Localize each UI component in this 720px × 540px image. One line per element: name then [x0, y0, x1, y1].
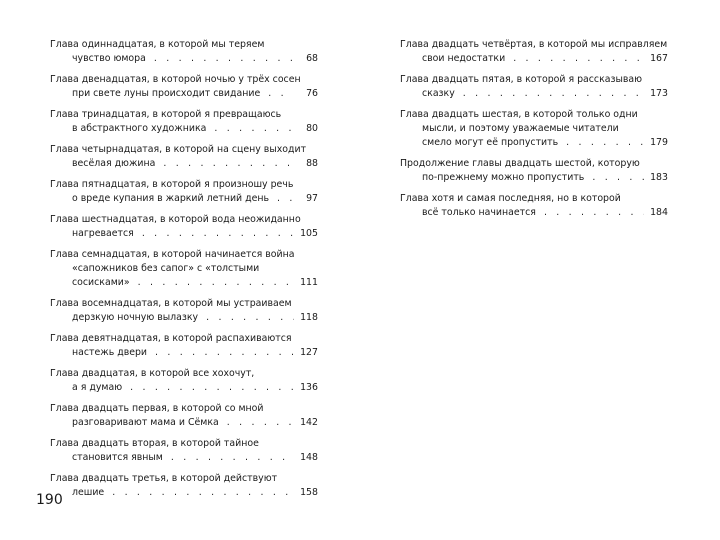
toc-page-number: 136 — [300, 382, 318, 393]
dot-leader — [566, 136, 644, 150]
toc-entry-title: Глава двадцать вторая, в которой тайное — [50, 438, 259, 449]
dot-leader — [513, 52, 644, 66]
toc-entry — [50, 472, 318, 500]
toc-entry — [50, 437, 318, 465]
toc-entry-title: Глава двадцать пятая, в которой я рассказываю — [400, 74, 643, 85]
toc-entry-title-cont: «сапожников без сапог» с «толстыми — [72, 263, 260, 274]
dot-leader — [163, 157, 294, 171]
toc-entry-title: Продолжение главы двадцать шестой, которую — [400, 158, 640, 169]
toc-page-number: 167 — [650, 53, 668, 64]
toc-entry-title-end: нагревается — [72, 228, 134, 239]
toc-entry — [400, 157, 668, 185]
dot-leader — [155, 346, 294, 360]
toc-entry — [50, 178, 318, 206]
toc-entry-title: Глава пятнадцатая, в которой я произношу речь — [50, 179, 294, 190]
toc-entry — [400, 73, 668, 101]
toc-entry-title-end: дерзкую ночную вылазку — [72, 312, 199, 323]
toc-entry-title-end: сказку — [422, 88, 455, 99]
toc-page-number: 127 — [300, 347, 318, 358]
toc-entry-title-end: настежь двери — [72, 347, 148, 358]
dot-leader — [227, 416, 294, 430]
toc-page-number: 148 — [300, 452, 318, 463]
toc-entry-title-end: смело могут её пропустить — [422, 137, 559, 148]
dot-leader — [463, 87, 644, 101]
toc-entry — [400, 38, 668, 66]
dot-leader — [138, 276, 294, 290]
toc-entry-title: Глава одиннадцатая, в которой мы теряем — [50, 39, 265, 50]
toc-entry-title-end: по-прежнему можно пропустить — [422, 172, 585, 183]
toc-entry-title-cont: мысли, и поэтому уважаемые читатели — [422, 123, 619, 134]
toc-right-column — [400, 38, 668, 227]
toc-entry-title: Глава хотя и самая последняя, но в которой — [400, 193, 621, 204]
toc-entry — [400, 108, 668, 150]
toc-entry-title-end: при свете луны происходит свидание — [72, 88, 261, 99]
toc-entry-title: Глава двадцать четвёртая, в которой мы исправляем — [400, 39, 668, 50]
toc-page-number: 118 — [300, 312, 318, 323]
dot-leader — [544, 206, 644, 220]
toc-page-number: 111 — [300, 277, 318, 288]
toc-entry-title-end: лешие — [72, 487, 105, 498]
toc-entry-title-end: становится явным — [72, 452, 163, 463]
toc-entry — [50, 38, 318, 66]
toc-page-number: 105 — [300, 228, 318, 239]
toc-page-number: 142 — [300, 417, 318, 428]
toc-entry — [50, 367, 318, 395]
toc-entry — [50, 402, 318, 430]
toc-entry-title: Глава восемнадцатая, в которой мы устраиваем — [50, 298, 292, 309]
toc-page-number: 158 — [300, 487, 318, 498]
dot-leader — [154, 52, 294, 66]
toc-entry-title: Глава двенадцатая, в которой ночью у трёх сосен — [50, 74, 301, 85]
toc-entry-title: Глава шестнадцатая, в которой вода неожиданно — [50, 214, 301, 225]
toc-page-number: 184 — [650, 207, 668, 218]
toc-entry-title-end: свои недостатки — [422, 53, 506, 64]
toc-entry — [50, 143, 318, 171]
dot-leader — [592, 171, 644, 185]
toc-entry-title: Глава двадцать третья, в которой действуют — [50, 473, 278, 484]
dot-leader — [206, 311, 294, 325]
toc-entry-title-end: всё только начинается — [422, 207, 536, 218]
toc-entry — [50, 73, 318, 101]
toc-entry — [400, 192, 668, 220]
toc-page-number: 80 — [306, 123, 318, 134]
toc-entry-title-end: в абстрактного художника — [72, 123, 207, 134]
toc-page-number: 179 — [650, 137, 668, 148]
toc-entry-title-end: о вреде купания в жаркий летний день — [72, 193, 270, 204]
toc-entry-title-end: а я думаю — [72, 382, 123, 393]
dot-leader — [214, 122, 294, 136]
toc-left-column — [50, 38, 318, 507]
toc-entry — [50, 213, 318, 241]
dot-leader — [171, 451, 294, 465]
toc-entry — [50, 248, 318, 290]
toc-entry — [50, 297, 318, 325]
dot-leader — [130, 381, 294, 395]
toc-entry-title: Глава тринадцатая, в которой я превращаюсь — [50, 109, 282, 120]
toc-entry-title: Глава четырнадцатая, в которой на сцену выходит — [50, 144, 307, 155]
toc-entry-title-end: весёлая дюжина — [72, 158, 156, 169]
toc-entry-title: Глава двадцать шестая, в которой только одни — [400, 109, 638, 120]
toc-entry-title: Глава двадцать первая, в которой со мной — [50, 403, 264, 414]
toc-entry-title: Глава двадцатая, в которой все хохочут, — [50, 368, 255, 379]
toc-page-number: 76 — [306, 88, 318, 99]
toc-entry — [50, 108, 318, 136]
dot-leader — [277, 192, 294, 206]
page-number: 190 — [36, 492, 63, 508]
toc-entry-title: Глава семнадцатая, в которой начинается война — [50, 249, 295, 260]
toc-page-number: 97 — [306, 193, 318, 204]
toc-page-number: 183 — [650, 172, 668, 183]
dot-leader — [142, 227, 294, 241]
toc-entry — [50, 332, 318, 360]
toc-entry-title-end: сосисками» — [72, 277, 130, 288]
toc-entry-title: Глава девятнадцатая, в которой распахиваются — [50, 333, 292, 344]
dot-leader — [268, 87, 294, 101]
toc-page-number: 68 — [306, 53, 318, 64]
dot-leader — [112, 486, 294, 500]
toc-entry-title-end: разговаривают мама и Сёмка — [72, 417, 219, 428]
toc-page-number: 88 — [306, 158, 318, 169]
toc-page-number: 173 — [650, 88, 668, 99]
toc-entry-title-end: чувство юмора — [72, 53, 146, 64]
